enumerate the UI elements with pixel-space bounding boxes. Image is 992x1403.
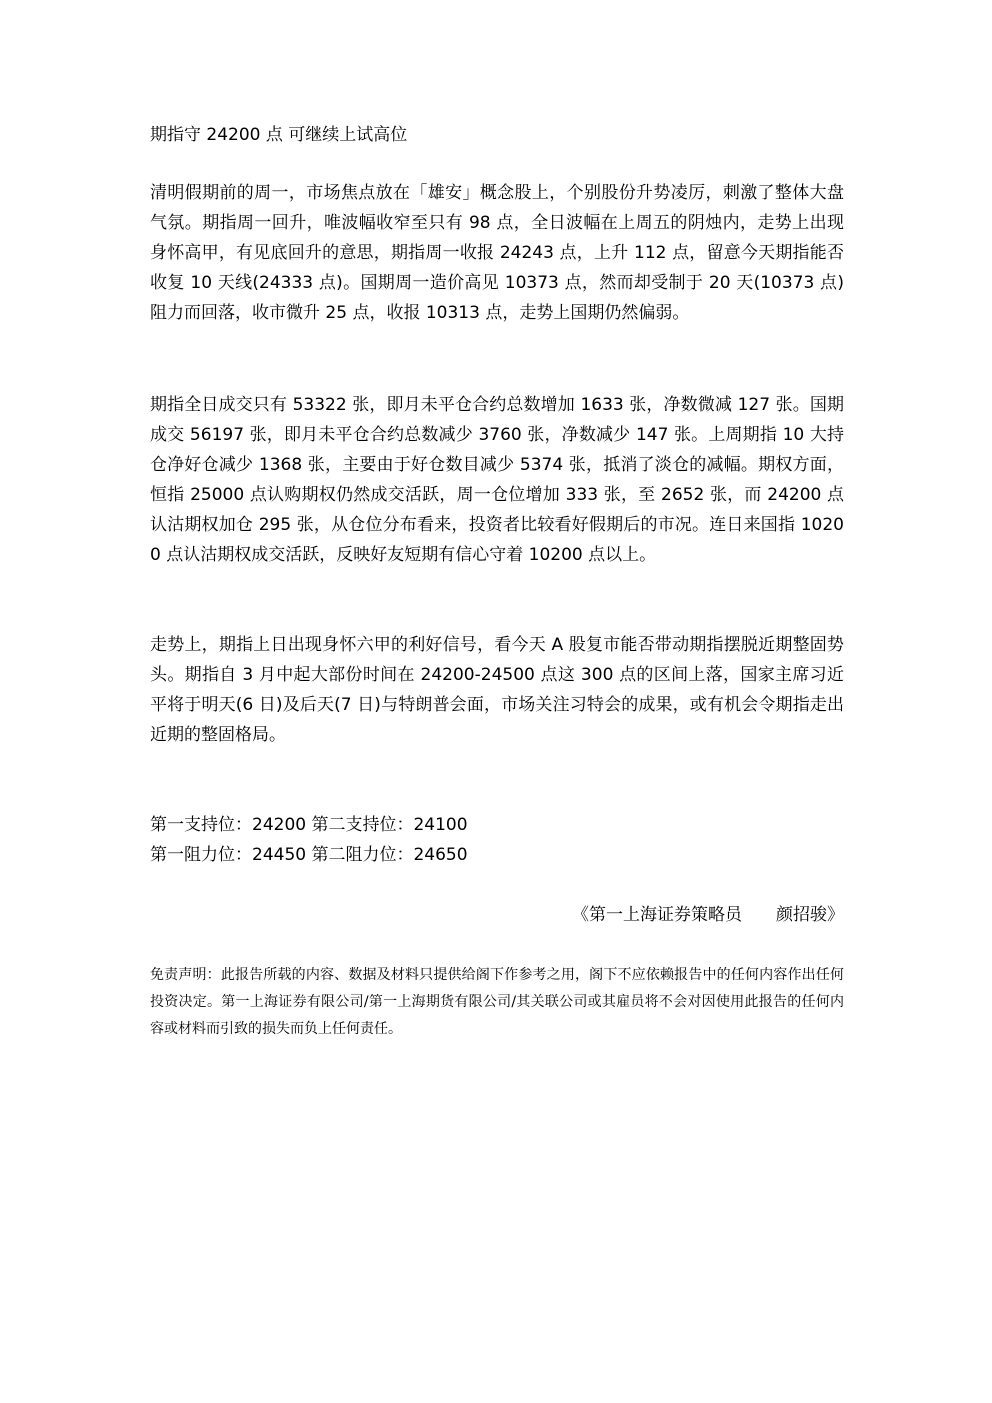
support-levels: 第一支持位：24200 第二支持位：24100 — [150, 815, 468, 835]
author-signature: 《第一上海证券策略员 颜招骏》 — [572, 905, 844, 925]
paragraph-trend-outlook: 走势上，期指上日出现身怀六甲的利好信号，看今天 A 股复市能否带动期指摆脱近期整固势头。期指自 3 月中起大部份时间在 24200-24500 点这 300 点的区间上落，国家主席习近平将于明天(6 日)及后天(7 日)与特朗普会面，市场关注习特会的成果，或有机会令期指走出近期的整固格局。 — [150, 635, 844, 745]
disclaimer: 免责声明：此报告所载的内容、数据及材料只提供给阁下作参考之用，阁下不应依赖报告中的任何内容作出任何投资决定。第一上海证券有限公司/第一上海期货有限公司/其关联公司或其雇员将不会对因使用此报告的任何内容或材料而引致的损失而负上任何责任。 — [150, 967, 844, 1037]
support-resistance-levels — [150, 810, 844, 870]
resistance-levels: 第一阻力位：24450 第二阻力位：24650 — [150, 845, 468, 865]
paragraph-volume-positions: 期指全日成交只有 53322 张，即月未平仓合约总数增加 1633 张，净数微减 127 张。国期成交 56197 张，即月未平仓合约总数减少 3760 张，净数减少 147 张。上周期指 10 大持仓净好仓减少 1368 张，主要由于好仓数目减少 5374 张，抵消了淡仓的减幅。期权方面，恒指 25000 点认购期权仍然成交活跃，周一仓位增加 333 张，至 2652 张，而 24200 点认沽期权加仓 295 张，从仓位分布看来，投资者比较看好假期后的市况。连日来国指 10200 点认沽期权成交活跃，反映好友短期有信心守着 10200 点以上。 — [150, 395, 844, 565]
document-title: 期指守 24200 点 可继续上试高位 — [150, 125, 408, 145]
paragraph-market-overview: 清明假期前的周一，市场焦点放在「雄安」概念股上，个别股份升势凌厉，刺激了整体大盘气氛。期指周一回升，唯波幅收窄至只有 98 点，全日波幅在上周五的阴烛内，走势上出现身怀高甲，有见底回升的意思，期指周一收报 24243 点，上升 112 点，留意今天期指能否收复 10 天线(24333 点)。国期周一造价高见 10373 点，然而却受制于 20 天(10373 点)阻力而回落，收市微升 25 点，收报 10313 点，走势上国期仍然偏弱。 — [150, 183, 844, 323]
document-page — [150, 120, 844, 1037]
